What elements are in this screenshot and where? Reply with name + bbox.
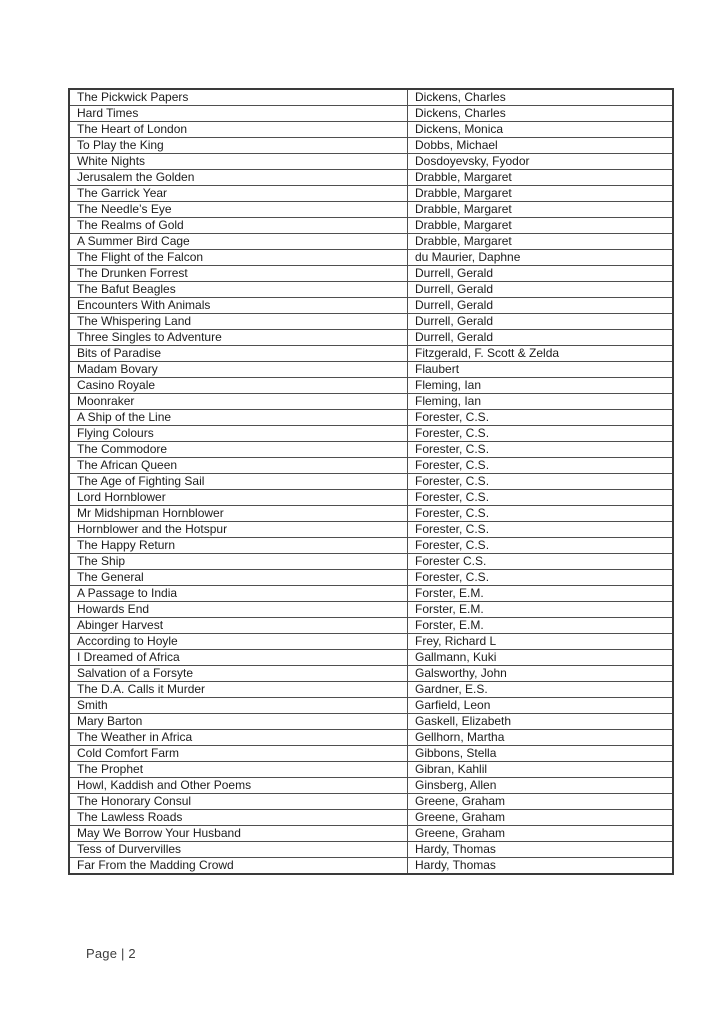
book-author-cell: Forester, C.S. xyxy=(408,458,674,474)
table-row xyxy=(69,858,673,875)
book-author-cell: Durrell, Gerald xyxy=(408,330,674,346)
book-author-cell: Gardner, E.S. xyxy=(408,682,674,698)
book-title-cell: The Ship xyxy=(69,554,408,570)
table-row xyxy=(69,586,673,602)
book-author-cell: Drabble, Margaret xyxy=(408,186,674,202)
table-row xyxy=(69,570,673,586)
book-author-cell: Hardy, Thomas xyxy=(408,858,674,875)
book-author-cell: Durrell, Gerald xyxy=(408,298,674,314)
book-author-cell: Galsworthy, John xyxy=(408,666,674,682)
book-author-cell: Gibran, Kahlil xyxy=(408,762,674,778)
book-title-cell: Far From the Madding Crowd xyxy=(69,858,408,875)
book-author-cell: Drabble, Margaret xyxy=(408,202,674,218)
book-title-cell: The Bafut Beagles xyxy=(69,282,408,298)
table-row xyxy=(69,330,673,346)
book-title-cell: White Nights xyxy=(69,154,408,170)
book-title-cell: The Heart of London xyxy=(69,122,408,138)
book-author-cell: Gaskell, Elizabeth xyxy=(408,714,674,730)
book-title-cell: Cold Comfort Farm xyxy=(69,746,408,762)
book-author-cell: Forester, C.S. xyxy=(408,522,674,538)
book-author-cell: Gallmann, Kuki xyxy=(408,650,674,666)
book-author-cell: Forster, E.M. xyxy=(408,602,674,618)
table-row xyxy=(69,506,673,522)
table-row xyxy=(69,666,673,682)
book-title-cell: Tess of Durvervilles xyxy=(69,842,408,858)
book-title-cell: Moonraker xyxy=(69,394,408,410)
book-author-cell: Ginsberg, Allen xyxy=(408,778,674,794)
book-author-cell: Forester, C.S. xyxy=(408,426,674,442)
table-row xyxy=(69,794,673,810)
table-row xyxy=(69,682,673,698)
table-row xyxy=(69,602,673,618)
book-author-cell: Drabble, Margaret xyxy=(408,234,674,250)
book-author-cell: Forester C.S. xyxy=(408,554,674,570)
book-author-cell: Gellhorn, Martha xyxy=(408,730,674,746)
book-author-cell: Drabble, Margaret xyxy=(408,170,674,186)
table-row xyxy=(69,538,673,554)
book-title-cell: The D.A. Calls it Murder xyxy=(69,682,408,698)
book-author-cell: Hardy, Thomas xyxy=(408,842,674,858)
book-title-cell: Howards End xyxy=(69,602,408,618)
table-row xyxy=(69,170,673,186)
book-title-cell: The Pickwick Papers xyxy=(69,89,408,106)
book-table-body xyxy=(69,89,673,874)
book-author-cell: Dickens, Monica xyxy=(408,122,674,138)
table-row xyxy=(69,122,673,138)
book-title-cell: A Passage to India xyxy=(69,586,408,602)
table-row xyxy=(69,202,673,218)
book-title-cell: The Weather in Africa xyxy=(69,730,408,746)
table-row xyxy=(69,826,673,842)
table-row xyxy=(69,250,673,266)
book-title-cell: The Whispering Land xyxy=(69,314,408,330)
book-author-cell: Forester, C.S. xyxy=(408,442,674,458)
table-row xyxy=(69,218,673,234)
book-title-cell: Mary Barton xyxy=(69,714,408,730)
book-title-cell: The Prophet xyxy=(69,762,408,778)
book-title-cell: A Ship of the Line xyxy=(69,410,408,426)
table-row xyxy=(69,474,673,490)
book-title-cell: Hard Times xyxy=(69,106,408,122)
book-title-cell: The Drunken Forrest xyxy=(69,266,408,282)
book-author-cell: Forester, C.S. xyxy=(408,538,674,554)
book-title-cell: Mr Midshipman Hornblower xyxy=(69,506,408,522)
table-row xyxy=(69,842,673,858)
book-title-cell: To Play the King xyxy=(69,138,408,154)
book-author-cell: Forester, C.S. xyxy=(408,506,674,522)
book-title-cell: Salvation of a Forsyte xyxy=(69,666,408,682)
book-author-cell: Frey, Richard L xyxy=(408,634,674,650)
book-title-cell: Howl, Kaddish and Other Poems xyxy=(69,778,408,794)
book-title-cell: May We Borrow Your Husband xyxy=(69,826,408,842)
book-author-cell: Garfield, Leon xyxy=(408,698,674,714)
book-author-cell: Greene, Graham xyxy=(408,794,674,810)
table-row xyxy=(69,89,673,106)
page-number-footer: Page | 2 xyxy=(86,946,136,961)
book-title-cell: Madam Bovary xyxy=(69,362,408,378)
book-title-cell: The Lawless Roads xyxy=(69,810,408,826)
table-row xyxy=(69,778,673,794)
book-author-cell: Drabble, Margaret xyxy=(408,218,674,234)
book-author-cell: Durrell, Gerald xyxy=(408,282,674,298)
table-row xyxy=(69,634,673,650)
book-author-cell: Durrell, Gerald xyxy=(408,266,674,282)
table-row xyxy=(69,346,673,362)
book-title-cell: Abinger Harvest xyxy=(69,618,408,634)
table-row xyxy=(69,154,673,170)
table-row xyxy=(69,314,673,330)
book-author-cell: Greene, Graham xyxy=(408,826,674,842)
table-row xyxy=(69,714,673,730)
table-row xyxy=(69,266,673,282)
table-row xyxy=(69,362,673,378)
book-title-cell: The Needle’s Eye xyxy=(69,202,408,218)
book-author-cell: Greene, Graham xyxy=(408,810,674,826)
table-row xyxy=(69,730,673,746)
book-title-cell: The African Queen xyxy=(69,458,408,474)
book-title-cell: Lord Hornblower xyxy=(69,490,408,506)
book-title-cell: The Flight of the Falcon xyxy=(69,250,408,266)
book-author-cell: Dickens, Charles xyxy=(408,89,674,106)
book-list-table xyxy=(68,88,674,875)
book-title-cell: The Age of Fighting Sail xyxy=(69,474,408,490)
table-row xyxy=(69,282,673,298)
book-author-cell: Forester, C.S. xyxy=(408,490,674,506)
table-row xyxy=(69,650,673,666)
book-author-cell: Dosdoyevsky, Fyodor xyxy=(408,154,674,170)
book-author-cell: Dobbs, Michael xyxy=(408,138,674,154)
book-title-cell: A Summer Bird Cage xyxy=(69,234,408,250)
table-row xyxy=(69,426,673,442)
book-author-cell: Forester, C.S. xyxy=(408,410,674,426)
book-author-cell: Forester, C.S. xyxy=(408,474,674,490)
book-author-cell: Dickens, Charles xyxy=(408,106,674,122)
book-title-cell: Flying Colours xyxy=(69,426,408,442)
book-author-cell: Forster, E.M. xyxy=(408,586,674,602)
book-author-cell: du Maurier, Daphne xyxy=(408,250,674,266)
table-row xyxy=(69,186,673,202)
book-title-cell: Casino Royale xyxy=(69,378,408,394)
book-title-cell: The Happy Return xyxy=(69,538,408,554)
table-row xyxy=(69,746,673,762)
table-row xyxy=(69,458,673,474)
book-author-cell: Flaubert xyxy=(408,362,674,378)
table-row xyxy=(69,106,673,122)
book-author-cell: Gibbons, Stella xyxy=(408,746,674,762)
book-author-cell: Forester, C.S. xyxy=(408,570,674,586)
book-author-cell: Forster, E.M. xyxy=(408,618,674,634)
table-row xyxy=(69,490,673,506)
table-row xyxy=(69,522,673,538)
book-author-cell: Fleming, Ian xyxy=(408,378,674,394)
book-title-cell: I Dreamed of Africa xyxy=(69,650,408,666)
book-title-cell: Jerusalem the Golden xyxy=(69,170,408,186)
table-row xyxy=(69,618,673,634)
book-title-cell: The Honorary Consul xyxy=(69,794,408,810)
table-row xyxy=(69,234,673,250)
table-row xyxy=(69,378,673,394)
table-row xyxy=(69,138,673,154)
book-title-cell: Hornblower and the Hotspur xyxy=(69,522,408,538)
book-title-cell: The Realms of Gold xyxy=(69,218,408,234)
book-author-cell: Durrell, Gerald xyxy=(408,314,674,330)
book-title-cell: Encounters With Animals xyxy=(69,298,408,314)
book-author-cell: Fleming, Ian xyxy=(408,394,674,410)
table-row xyxy=(69,410,673,426)
book-title-cell: The Garrick Year xyxy=(69,186,408,202)
table-row xyxy=(69,394,673,410)
book-title-cell: Bits of Paradise xyxy=(69,346,408,362)
book-title-cell: The Commodore xyxy=(69,442,408,458)
book-title-cell: According to Hoyle xyxy=(69,634,408,650)
book-title-cell: Three Singles to Adventure xyxy=(69,330,408,346)
table-row xyxy=(69,554,673,570)
book-author-cell: Fitzgerald, F. Scott & Zelda xyxy=(408,346,674,362)
table-row xyxy=(69,442,673,458)
table-row xyxy=(69,762,673,778)
book-title-cell: Smith xyxy=(69,698,408,714)
book-title-cell: The General xyxy=(69,570,408,586)
table-row xyxy=(69,698,673,714)
table-row xyxy=(69,810,673,826)
table-row xyxy=(69,298,673,314)
